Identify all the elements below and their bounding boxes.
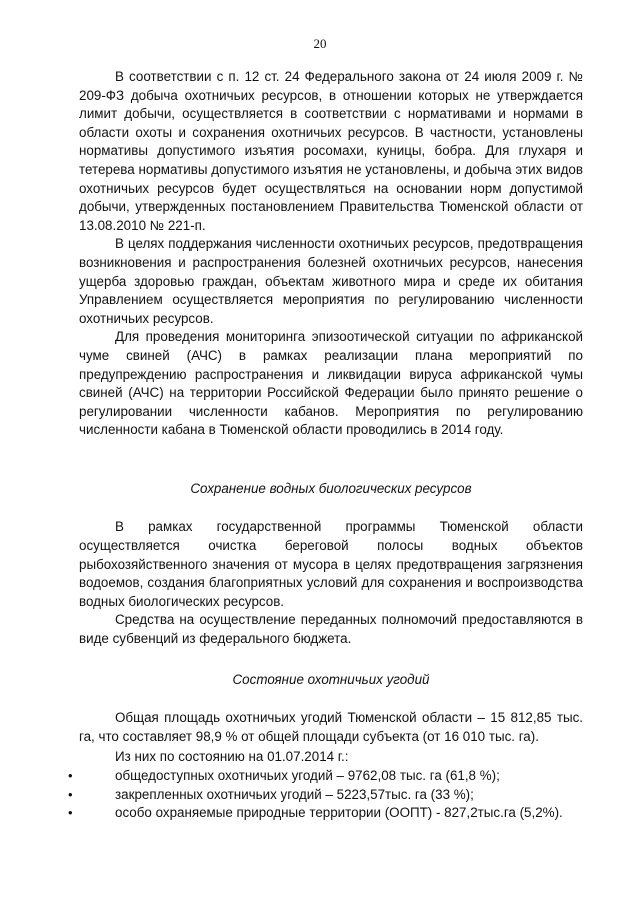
paragraph-list-intro: Из них по состоянию на 01.07.2014 г.: — [115, 749, 349, 765]
paragraph-hunting-quota: В соответствии с п. 12 ст. 24 Федерального закона от 24 июля 2009 г. № 209-ФЗ добыча охотничьих ресурсов, в отношении которых не утверждается лимит добычи, осуществляется в соответствии с нормативами и нормами в области охоты и сохранения охотничьих ресурсов. В частности, установлены нормативы допустимого изъятия росомахи, куницы, бобра. Для глухаря и тетерева нормативы допустимого изъятия не установлены, и добыча этих видов охотничьих ресурсов будет осуществляться на основании норм допустимой добычи, утвержденных постановлением Правительства Тюменской области от 13.08.2010 № 221-п. — [79, 69, 583, 233]
bullet-icon: • — [68, 805, 73, 821]
list-item — [68, 786, 583, 805]
section-heading-hunting-grounds: Состояние охотничьих угодий — [232, 671, 430, 687]
page-number: 20 — [313, 36, 327, 51]
list-item-text: закрепленных охотничьих угодий – 5223,57тыс. га (33 %); — [115, 786, 474, 802]
list-item-text: особо охраняемые природные территории (ООПТ) - 827,2тыс.га (5,2%). — [115, 805, 563, 821]
paragraph-total-area: Общая площадь охотничьих угодий Тюменской области – 15 812,85 тыс. га, что составляет 98,9 % от общей площади субъекта (от 16 010 тыс. га). — [79, 710, 583, 744]
paragraph-asf-monitoring: Для проведения мониторинга эпизоотической ситуации по африканской чуме свиней (АЧС) в рамках реализации плана мероприятий по предупреждению распространения и ликвидации вируса африканской чумы свиней (АЧС) на территории Российской Федерации было принято решение о регулировании численности кабанов. Мероприятия по регулированию численности кабана в Тюменской области проводились в 2014 году. — [79, 329, 583, 438]
paragraph-subventions: Средства на осуществление переданных полномочий предоставляются в виде субвенций из федерального бюджета. — [79, 612, 583, 647]
hunting-grounds-list — [68, 767, 583, 823]
paragraph-population-control: В целях поддержания численности охотничьих ресурсов, предотвращения возникновения и распространения болезней охотничьих ресурсов, нанесения ущерба здоровью граждан, объектам животного мира и среде их обитания Управлением осуществляется мероприятия по регулированию численности охотничьих ресурсов. — [79, 236, 583, 326]
bullet-icon: • — [68, 768, 73, 783]
list-item-text: общедоступных охотничьих угодий – 9762,08 тыс. га (61,8 %); — [115, 768, 500, 783]
section-heading-water-resources: Сохранение водных биологических ресурсов — [190, 480, 472, 496]
paragraph-shoreline-cleanup: В рамках государственной программы Тюменской области осуществляется очистка береговой полосы водных объектов рыбохозяйственного значения от мусора в целях предотвращения загрязнения водоемов, создания благоприятных условий для сохранения и воспроизводства водных биологических ресурсов. — [79, 519, 583, 609]
document-body — [68, 68, 583, 823]
list-item — [68, 767, 583, 786]
list-item — [68, 804, 583, 823]
bullet-icon: • — [68, 786, 73, 802]
